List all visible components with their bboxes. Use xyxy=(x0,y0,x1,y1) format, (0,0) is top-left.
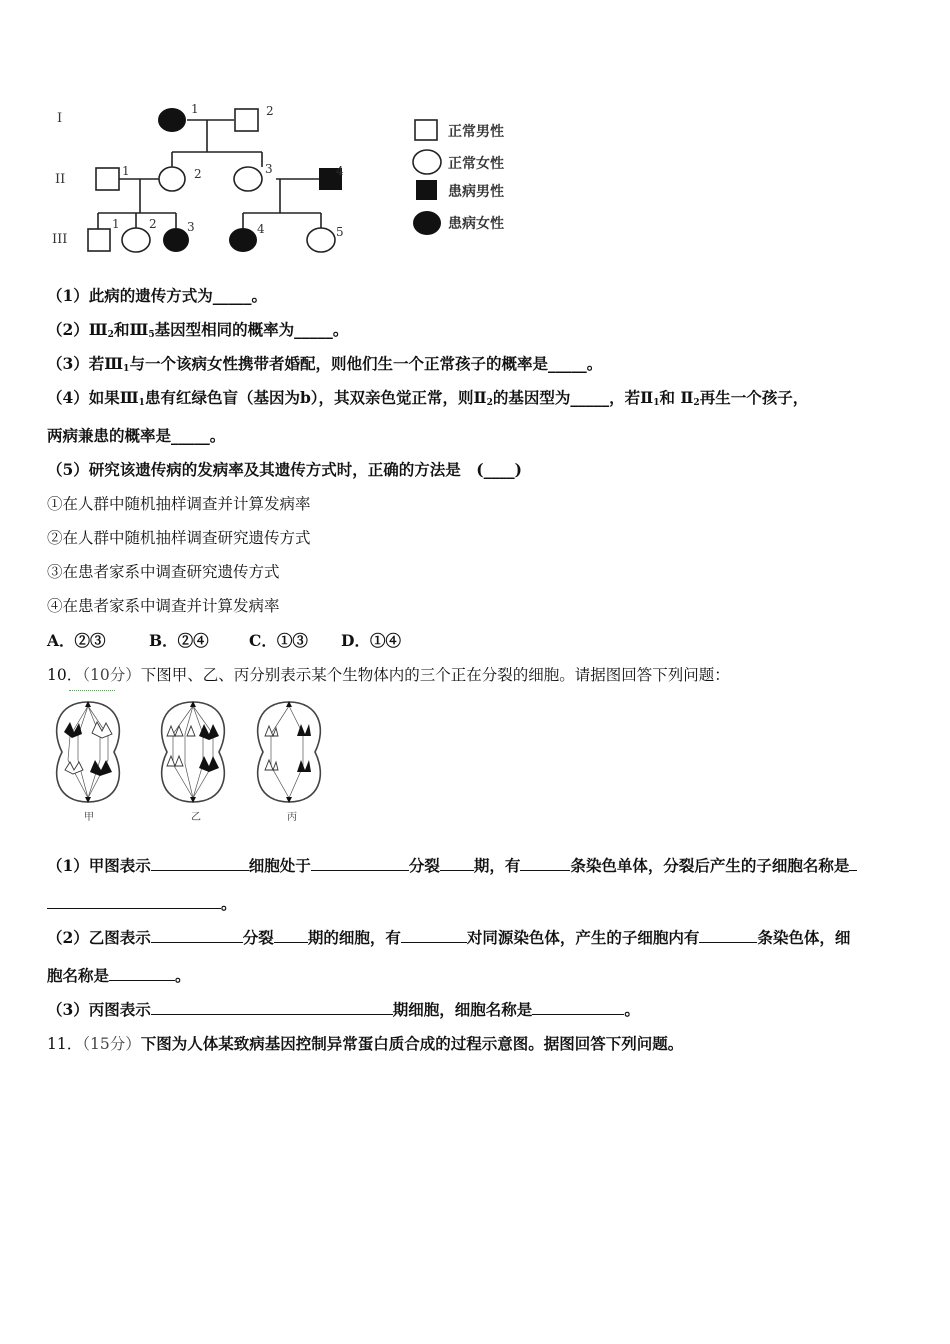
I-1-number: 1 xyxy=(191,102,199,116)
legend-normal-male-symbol xyxy=(415,120,437,140)
q10-heading xyxy=(47,665,730,685)
q11-number: 11． xyxy=(47,1035,83,1053)
pedigree-figure xyxy=(40,95,540,265)
II-4-number: 4 xyxy=(336,164,344,178)
I-2-number: 2 xyxy=(266,104,274,118)
q10-part3: （3）丙图表示 期细胞，细胞名称是 。 xyxy=(47,1000,640,1019)
q10-part2: （2）乙图表示 分裂 期的细胞，有 对同源染色体，产生的子细胞内有 条染色体，细 xyxy=(47,928,851,947)
blank-3-2[interactable] xyxy=(532,1000,624,1015)
q9-choices xyxy=(47,631,401,651)
generation-label-I: I xyxy=(57,111,63,126)
q9-option-3: ③在患者家系中调查研究遗传方式 xyxy=(47,563,280,581)
choice-d[interactable]: D．①④ xyxy=(341,631,401,650)
blank-2-3[interactable] xyxy=(401,928,467,943)
q10-score: （10分） xyxy=(82,666,141,684)
caption-yi: 乙 xyxy=(191,812,201,823)
q9-part5: （5）研究该遗传病的发病率及其遗传方式时，正确的方法是 (____) xyxy=(47,460,522,479)
q9-part2: $(2)Ⅲ_2$和$Ⅲ_5$基因型相同的概率为_____。 xyxy=(47,320,349,340)
cell-jia-drawing xyxy=(48,698,128,808)
cell-bing-drawing xyxy=(249,698,329,808)
generation-label-III: III xyxy=(52,232,68,247)
cell-figure-bing xyxy=(249,698,329,828)
q9-option-4: ④在患者家系中调查并计算发病率 xyxy=(47,597,280,615)
q9-option-2: ②在人群中随机抽样调查研究遗传方式 xyxy=(47,529,311,547)
caption-jia: 甲 xyxy=(84,812,94,823)
q11-score: （15分） xyxy=(82,1035,141,1053)
q11-stem: 下图为人体某致病基因控制异常蛋白质合成的过程示意图。据图回答下列问题。 xyxy=(140,1034,684,1053)
q9-part1: （1）此病的遗传方式为_____。 xyxy=(47,286,268,305)
blank-1-1[interactable] xyxy=(151,856,249,871)
q9-option-1: ①在人群中随机抽样调查并计算发病率 xyxy=(47,495,311,513)
III-5-number: 5 xyxy=(336,225,344,239)
blank-1-5-cont[interactable] xyxy=(47,894,221,909)
blank-2-4[interactable] xyxy=(699,928,757,943)
III-2-normal-female-symbol xyxy=(122,228,150,252)
choice-a[interactable]: A．②③ xyxy=(47,631,106,650)
blank-1-2[interactable] xyxy=(311,856,409,871)
III-1-number: 1 xyxy=(112,217,120,231)
choice-c[interactable]: C．①③ xyxy=(249,631,308,650)
cell-figure-yi xyxy=(153,698,233,828)
q10-number: 10． xyxy=(47,666,83,684)
q9-part4-continued: 两病兼患的概率是_____。 xyxy=(47,426,226,445)
III-3-affected-female-symbol xyxy=(163,228,189,252)
q9-part3: （3）若$Ⅲ_1$与一个该病女性携带者婚配，则他们生一个正常孩子的概率是_____。 xyxy=(47,354,603,374)
II-3-number: 3 xyxy=(265,162,273,176)
legend-affected-male-symbol xyxy=(416,180,437,200)
legend-normal-female-label: 正常女性 xyxy=(448,156,504,172)
I-2-normal-male-symbol xyxy=(235,109,258,131)
II-3-normal-female-symbol xyxy=(234,167,262,191)
II-1-number: 1 xyxy=(122,164,130,178)
III-4-number: 4 xyxy=(257,222,265,236)
II-2-number: 2 xyxy=(194,167,202,181)
q9-part4: （4）如果$Ⅲ_1$患有红绿色盲（基因为b），其双亲色觉正常，则$Ⅱ_2$的基因型为_____，若$Ⅱ_1$和 $Ⅱ_2$再生一个孩子， xyxy=(47,388,809,408)
II-1-normal-male-symbol xyxy=(96,168,119,190)
q10-part2-continued: 胞名称是 。 xyxy=(47,966,191,985)
legend-affected-female-label: 患病女性 xyxy=(448,216,504,232)
III-2-number: 2 xyxy=(149,217,157,231)
generation-label-II: II xyxy=(55,172,66,187)
blank-3-1[interactable] xyxy=(151,1000,393,1015)
II-2-normal-female-symbol xyxy=(159,167,185,191)
legend-normal-male-label: 正常男性 xyxy=(448,124,504,140)
III-3-number: 3 xyxy=(187,220,195,234)
legend-affected-female-symbol xyxy=(413,211,441,235)
blank-1-5[interactable] xyxy=(849,856,857,871)
blank-2-2[interactable] xyxy=(274,928,308,943)
blank-2-5[interactable] xyxy=(109,966,175,981)
III-1-normal-male-symbol xyxy=(88,229,110,251)
cell-yi-drawing xyxy=(153,698,233,808)
III-5-normal-female-symbol xyxy=(307,228,335,252)
blank-1-4[interactable] xyxy=(520,856,570,871)
choice-b[interactable]: B．②④ xyxy=(149,631,209,650)
legend-affected-male-label: 患病男性 xyxy=(448,184,504,200)
blank-2-1[interactable] xyxy=(151,928,243,943)
dotted-mark xyxy=(69,690,115,691)
III-4-affected-female-symbol xyxy=(229,228,257,252)
q10-stem: 下图甲、乙、丙分别表示某个生物体内的三个正在分裂的细胞。请据图回答下列问题： xyxy=(140,666,730,684)
blank-1-3[interactable] xyxy=(440,856,474,871)
q10-part1: （1）甲图表示 细胞处于 分裂 期，有 条染色单体，分裂后产生的子细胞名称是 xyxy=(47,856,857,876)
q11-heading xyxy=(47,1034,683,1054)
legend-normal-female-symbol xyxy=(413,150,441,174)
q10-part1-continued: 。 xyxy=(47,894,237,914)
caption-bing: 丙 xyxy=(287,812,297,823)
cell-figure-jia xyxy=(48,698,128,828)
I-1-affected-female-symbol xyxy=(158,108,186,132)
